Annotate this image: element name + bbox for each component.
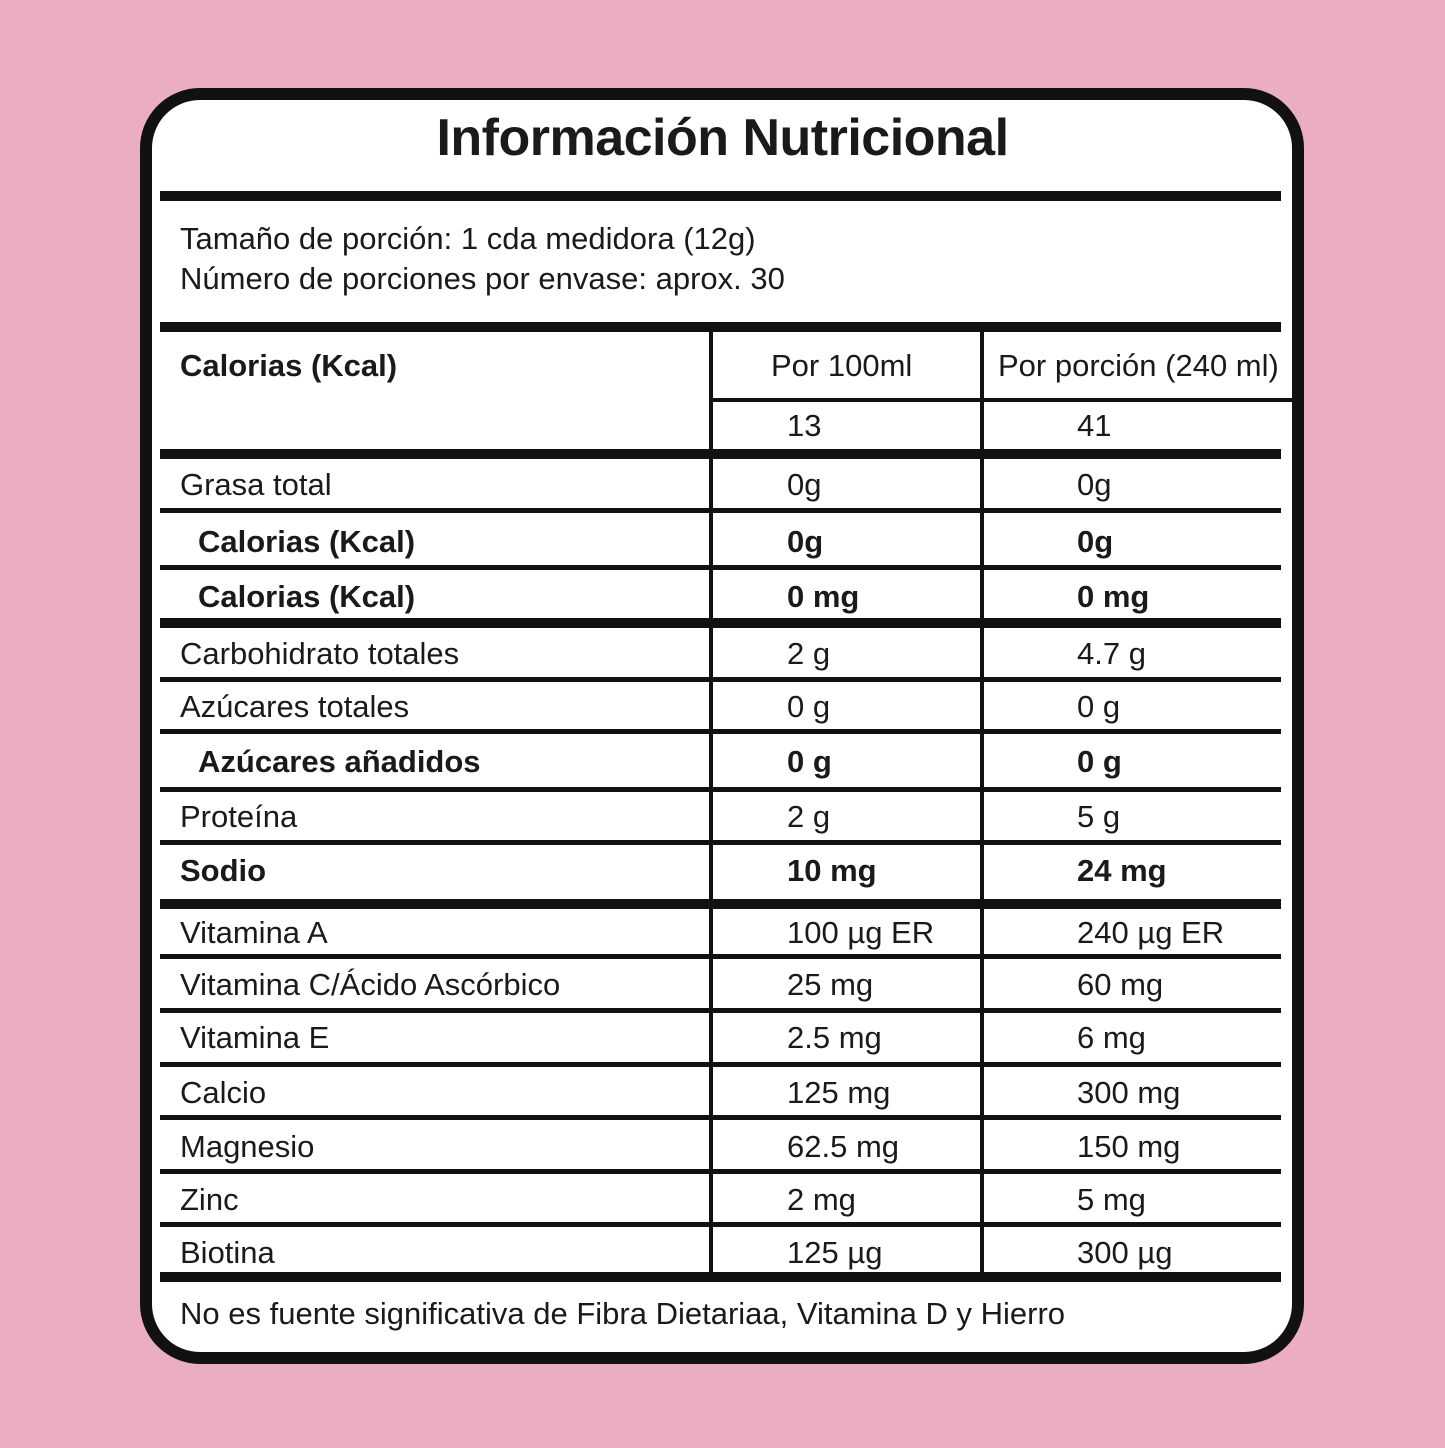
nutrient-label: Proteína [180,799,298,834]
nutrient-label: Vitamina E [180,1020,330,1055]
nutrient-label: Biotina [180,1235,275,1270]
row-divider [160,1115,1281,1120]
calories-per-100ml: 13 [787,408,822,443]
nutrient-value-per-100ml: 100 µg ER [787,915,935,950]
nutrient-value-per-100ml: 2 g [787,636,831,671]
nutrient-value-per-100ml: 0g [787,524,824,559]
nutrient-label: Vitamina C/Ácido Ascórbico [180,967,561,1002]
nutrient-label: Calcio [180,1075,267,1110]
nutrient-label: Vitamina A [180,915,328,950]
column-divider-1 [709,326,713,1278]
nutrient-value-per-100ml: 0 mg [787,579,860,614]
nutrient-label: Sodio [180,853,267,888]
row-divider [160,1222,1281,1227]
nutrient-label: Grasa total [180,467,332,502]
row-divider [160,899,1281,909]
label-title: Información Nutricional [436,109,1009,167]
nutrient-value-per-serving: 6 mg [1077,1020,1146,1055]
row-divider [160,1062,1281,1067]
table-top-divider [160,322,1281,332]
nutrient-label: Calorias (Kcal) [198,579,416,614]
nutrient-value-per-serving: 0 g [1077,744,1122,779]
nutrient-value-per-100ml: 2 g [787,799,831,834]
nutrient-value-per-100ml: 62.5 mg [787,1129,900,1164]
row-divider [160,954,1281,959]
nutrient-value-per-100ml: 2.5 mg [787,1020,882,1055]
title-divider [160,191,1281,201]
row-divider [160,1008,1281,1013]
nutrient-value-per-serving: 0 mg [1077,579,1150,614]
row-divider [160,618,1281,628]
row-divider [160,729,1281,734]
nutrient-value-per-100ml: 10 mg [787,853,877,888]
nutrient-value-per-serving: 4.7 g [1077,636,1146,671]
nutrient-value-per-serving: 5 g [1077,799,1121,834]
nutrient-value-per-serving: 24 mg [1077,853,1167,888]
nutrient-value-per-100ml: 0 g [787,689,831,724]
nutrient-value-per-serving: 0 g [1077,689,1121,724]
nutrient-value-per-serving: 0g [1077,467,1112,502]
nutrient-label: Zinc [180,1182,239,1217]
col-header-per-100ml: Por 100ml [771,348,913,383]
nutrient-value-per-serving: 150 mg [1077,1129,1181,1164]
nutrient-value-per-serving: 240 µg ER [1077,915,1225,950]
row-divider [160,565,1281,570]
nutrient-value-per-serving: 0g [1077,524,1114,559]
nutrient-value-per-100ml: 2 mg [787,1182,856,1217]
header-subdivider [711,398,1292,402]
servings-per-container: Número de porciones por envase: aprox. 30 [180,261,785,296]
row-divider [160,449,1281,459]
nutrient-label: Carbohidrato totales [180,636,460,671]
nutrient-value-per-100ml: 0 g [787,744,832,779]
col-header-per-serving: Por porción (240 ml) [998,348,1279,383]
nutrient-label: Calorias (Kcal) [198,524,416,559]
row-divider [160,677,1281,682]
row-divider [160,1169,1281,1174]
nutrient-value-per-serving: 300 mg [1077,1075,1181,1110]
column-divider-2 [980,326,984,1278]
nutrient-value-per-100ml: 125 mg [787,1075,891,1110]
row-divider [160,840,1281,845]
row-divider [160,787,1281,792]
calories-per-serving: 41 [1077,408,1112,443]
row-divider [160,508,1281,513]
calories-label: Calorias (Kcal) [180,348,398,383]
nutrient-value-per-serving: 300 µg [1077,1235,1173,1270]
footer-note: No es fuente significativa de Fibra Dietariaa, Vitamina D y Hierro [180,1296,1066,1331]
nutrient-value-per-serving: 5 mg [1077,1182,1146,1217]
nutrient-value-per-serving: 60 mg [1077,967,1164,1002]
serving-size: Tamaño de porción: 1 cda medidora (12g) [180,221,756,256]
nutrient-label: Azúcares añadidos [198,744,481,779]
nutrient-label: Magnesio [180,1129,315,1164]
nutrient-value-per-100ml: 125 µg [787,1235,883,1270]
row-divider [160,1272,1281,1282]
nutrient-label: Azúcares totales [180,689,410,724]
nutrient-value-per-100ml: 0g [787,467,822,502]
nutrient-value-per-100ml: 25 mg [787,967,874,1002]
